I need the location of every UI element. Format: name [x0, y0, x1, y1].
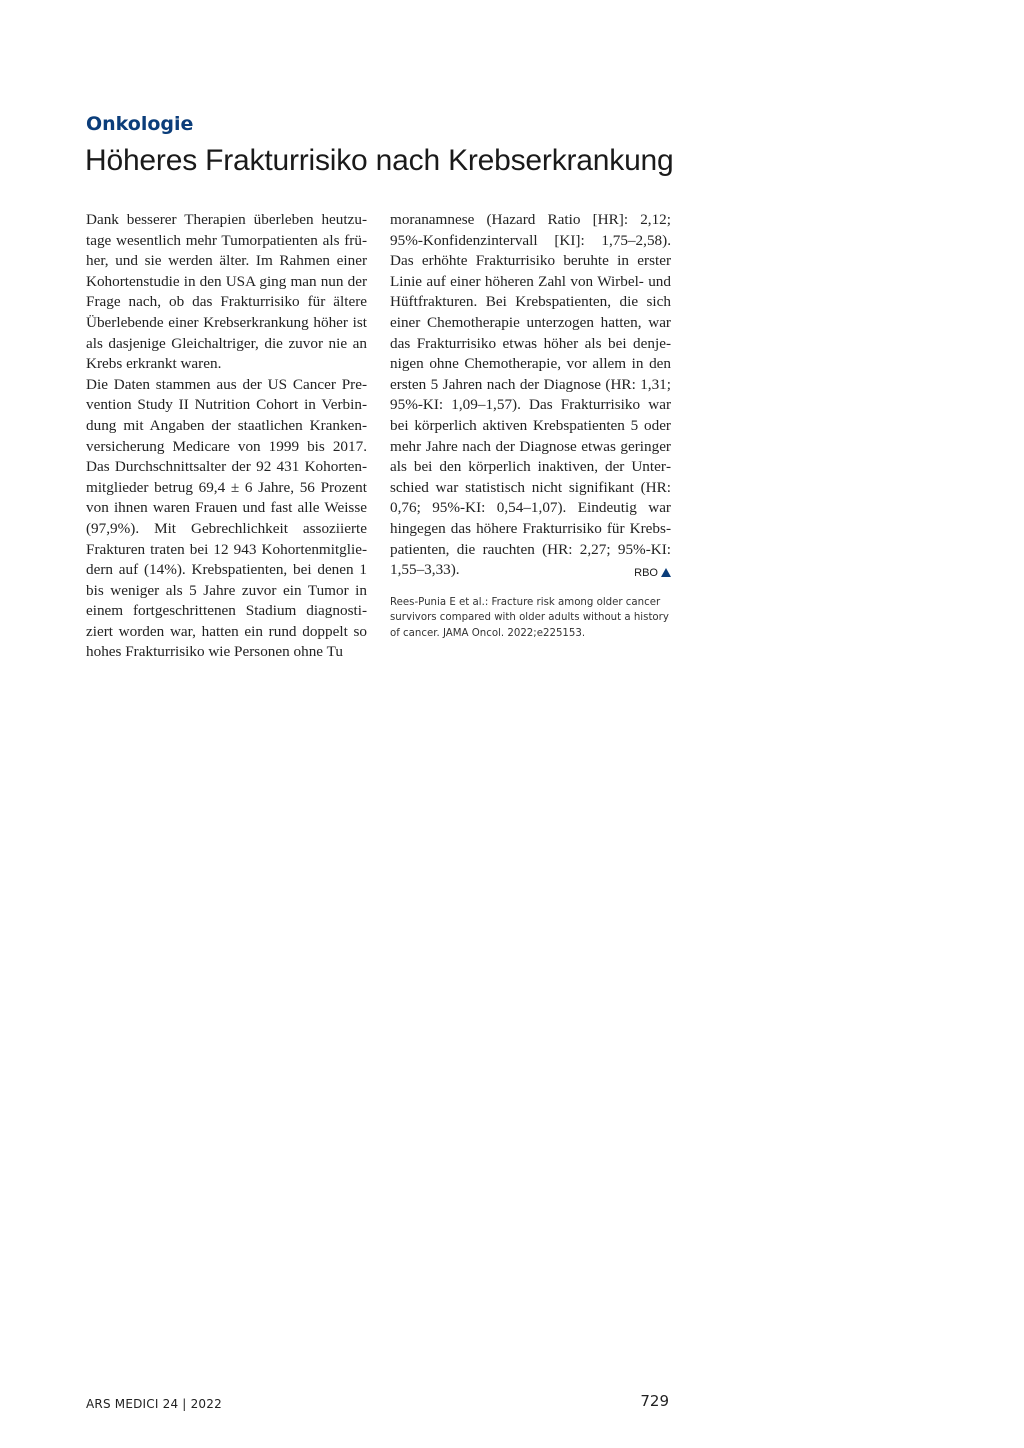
page-number: 729: [640, 1392, 669, 1410]
body-paragraph-text: moranamnese (Hazard Ratio [HR]: 2,12; 95%-Konfidenzintervall [KI]: 1,75–2,58). Das erhöhte Frakturrisiko beruhte in erster Linie auf einer höheren Zahl von Wirbel- und Hüftfrakturen. Bei Krebspatienten, die sich einer Chemotherapie unterzogen hatten, war das Frakturrisiko etwas höher als bei denjenigen ohne Chemotherapie, vor allem in den ersten 5 Jahren nach der Diagnose (HR: 1,31; 95%-KI: 1,09–1,57). Das Frakturrisiko war bei körperlich aktiven Krebspatienten 5 oder mehr Jahre nach der Diagnose etwas geringer als bei den körperlich inaktiven, der Unterschied war statistisch nicht signifikant (HR: 0,76; 95%-KI: 0,54–1,07). Eindeutig war hingegen das höhere Frakturrisiko für Krebspatienten, die rauchten (HR: 2,27; 95%-KI: 1,55–3,33).: [390, 211, 671, 579]
article-title: Höheres Frakturrisiko nach Krebserkrankung: [85, 144, 674, 177]
article-column-right: [390, 210, 671, 641]
body-paragraph: Dank besserer Therapien überleben heutzutage wesentlich mehr Tumorpatienten als früher, und sie werden älter. Im Rahmen einer Kohortenstudie in den USA ging man nun der Frage nach, ob das Frakturrisiko für ältere Überlebende einer Krebserkrankung höher ist als dasjenige Gleichaltriger, die zuvor nie an Krebs erkrankt waren.: [86, 211, 367, 373]
triangle-end-icon: [661, 568, 671, 577]
author-tag-label: RBO: [634, 567, 658, 580]
author-tag: [634, 563, 671, 584]
journal-issue: ARS MEDICI 24 | 2022: [86, 1397, 222, 1411]
article-column-left: [86, 210, 367, 663]
section-category: Onkologie: [86, 113, 194, 135]
body-paragraph: [390, 210, 671, 581]
body-paragraph: Die Daten stammen aus der US Cancer Prevention Study II Nutrition Cohort in Verbindung mit Angaben der staatlichen Krankenversicherung Medicare von 1999 bis 2017. Das Durchschnittsalter der 92 431 Kohortenmitglieder betrug 69,4 ± 6 Jahre, 56 Prozent von ihnen waren Frauen und fast alle Weisse (97,9%). Mit Gebrechlichkeit assoziierte Frakturen traten bei 12 943 Kohortenmitgliedern auf (14%). Krebspatienten, bei denen 1 bis weniger als 5 Jahre zuvor ein Tumor in einem fortgeschrittenen Stadium diagnostiziert worden war, hatten ein rund doppelt so hohes Frakturrisiko wie Personen ohne Tu: [86, 375, 367, 661]
reference-citation: Rees-Punia E et al.: Fracture risk among older cancer survivors compared with older adults without a history of cancer. JAMA Oncol. 2022;e225153.: [390, 596, 669, 639]
